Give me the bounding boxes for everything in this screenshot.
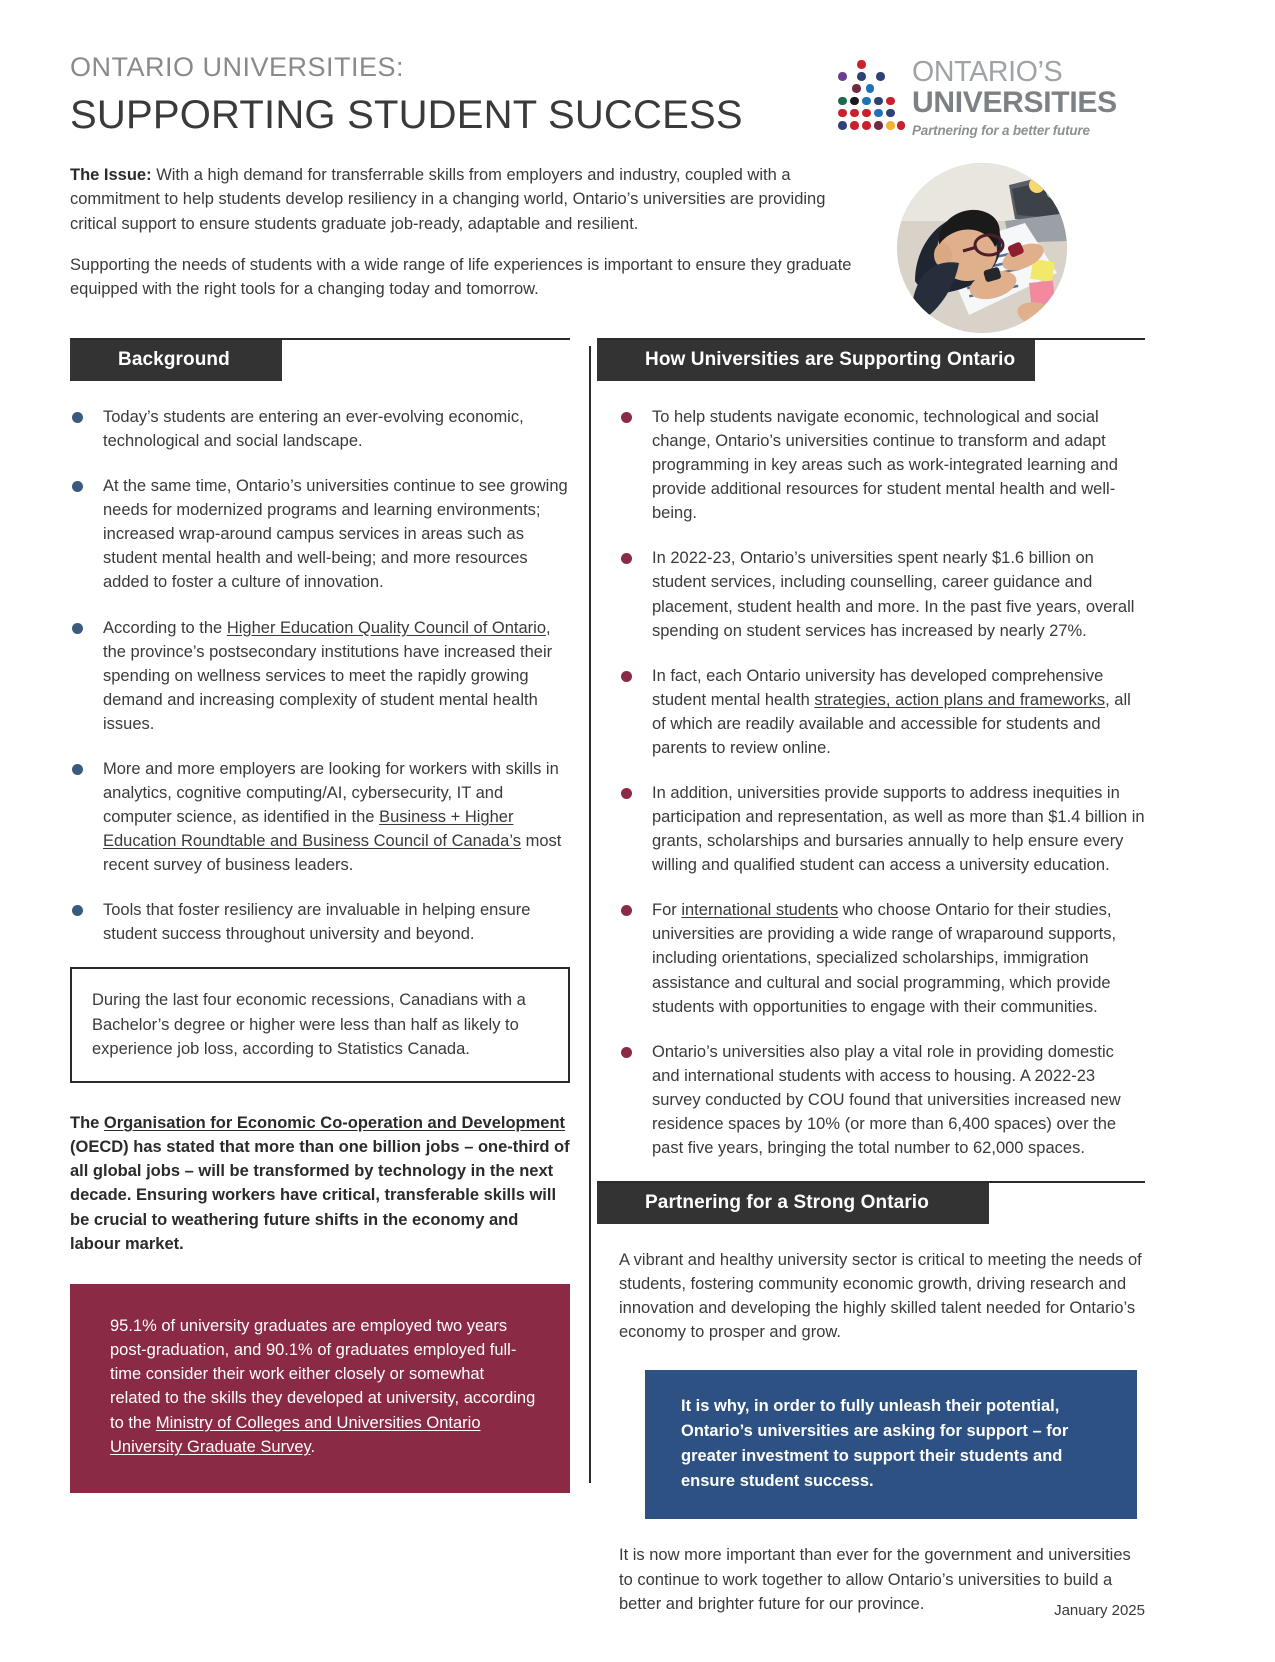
list-item: Tools that foster resiliency are invaluable in helping ensure student success throughout university and beyond. [70, 898, 570, 946]
list-item: According to the Higher Education Quality Council of Ontario, the province’s postsecondary institutions have increased their spending on wellness services to meet the rapidly growing demand and increasing complexity of student mental health issues. [70, 616, 570, 736]
issue-paragraph [70, 163, 860, 236]
section-header-background: Background [70, 340, 282, 381]
student-studying-photo [897, 163, 1067, 333]
logo-wordmark [912, 58, 1138, 138]
logo-dot [862, 109, 871, 118]
logo-dot [838, 72, 847, 81]
intro-paragraph-2: Supporting the needs of students with a wide range of life experiences is important to ensure they graduate equipped with the right tools for a changing today and tomorrow. [70, 255, 852, 299]
section-header-supporting: How Universities are Supporting Ontario [597, 340, 1035, 381]
section-header-partnering: Partnering for a Strong Ontario [597, 1183, 989, 1224]
list-item: In 2022-23, Ontario’s universities spent nearly $1.6 billion on student services, including counselling, career guidance and placement, student health and more. In the past five years, overall spending on student services has increased by nearly 27%. [619, 546, 1145, 642]
logo-dot [838, 121, 847, 130]
ontarios-universities-logo [838, 58, 1138, 150]
list-item: To help students navigate economic, technological and social change, Ontario’s universities continue to transform and adapt programming in key areas such as work-integrated learning and provide additional resources for student mental health and well-being. [619, 405, 1145, 525]
photo-illustration [897, 163, 1067, 333]
intro-block [70, 163, 860, 301]
list-item: At the same time, Ontario’s universities continue to see growing needs for modernized programs and learning environments; increased wrap-around campus services in areas such as student mental health and well-being; and more resources added to foster a culture of innovation. [70, 474, 570, 594]
logo-dot [886, 97, 895, 106]
list-item: Ontario’s universities also play a vital role in providing domestic and international students with access to housing. A 2022-23 survey conducted by COU found that universities increased new residence spaces by 10% (or more than 6,400 spaces) over the past five years, bringing the total number to 62,000 spaces. [619, 1040, 1145, 1160]
oecd-pre: The [70, 1114, 104, 1133]
kicker-title: ONTARIO UNIVERSITIES: [70, 52, 405, 82]
logo-dot [876, 72, 885, 81]
logo-tagline: Partnering for a better future [912, 122, 1090, 138]
logo-dot [886, 109, 895, 118]
list-item: In fact, each Ontario university has developed comprehensive student mental health strategies, action plans and frameworks, all of which are readily available and accessible for students and parents to review online. [619, 664, 1145, 760]
graduate-survey-link[interactable]: Ministry of Colleges and Universities Ontario University Graduate Survey [110, 1413, 481, 1456]
supporting-bullet-list [597, 405, 1145, 1160]
issue-text: With a high demand for transferrable skills from employers and industry, coupled with a commitment to help students develop resiliency in a changing world, Ontario’s universities are providing critical support to ensure students graduate job-ready, adaptable and resilient. [70, 166, 826, 233]
logo-dot [886, 121, 895, 130]
logo-dot [862, 121, 871, 130]
logo-dot [874, 97, 883, 106]
page-title: SUPPORTING STUDENT SUCCESS [70, 93, 743, 138]
call-to-action-callout: It is why, in order to fully unleash their potential, Ontario’s universities are asking for support – for greater investment to support their students and ensure student success. [645, 1370, 1137, 1519]
graduate-employment-callout [70, 1284, 570, 1494]
list-item: In addition, universities provide supports to address inequities in participation and representation, as well as more than $1.4 billion in grants, scholarships and bursaries annually to help ensure every willing and qualified student can access a university education. [619, 781, 1145, 877]
maroon-pre: 95.1% of university graduates are employed two years post-graduation, and 90.1% of graduates employed full-time consider their work either closely or somewhat related to the skills they developed at university, according to the [110, 1316, 536, 1432]
logo-dot [850, 121, 859, 130]
statistics-canada-callout: During the last four economic recessions, Canadians with a Bachelor’s degree or higher were less than half as likely to experience job loss, according to Statistics Canada. [70, 967, 570, 1083]
oecd-link[interactable]: Organisation for Economic Co-operation and Development [103, 1114, 566, 1133]
logo-dot [852, 84, 861, 93]
logo-dot [838, 97, 847, 106]
logo-dot [866, 84, 875, 93]
logo-dot [850, 109, 859, 118]
logo-dot [838, 109, 847, 118]
logo-line-ontarios: ONTARIO’S [912, 56, 1063, 88]
list-item: For international students who choose Ontario for their studies, universities are providing a wide range of wraparound supports, including orientations, specialized scholarships, immigration assistance and cultural and social programming, which provide students with opportunities to engage with their communities. [619, 898, 1145, 1018]
list-item: Today’s students are entering an ever-evolving economic, technological and social landscape. [70, 405, 570, 453]
oecd-paragraph [70, 1111, 570, 1255]
issue-label: The Issue: [70, 166, 152, 185]
logo-dot [862, 97, 871, 106]
list-item: More and more employers are looking for workers with skills in analytics, cognitive computing/AI, cybersecurity, IT and computer science, as identified in the Business + Higher Education Roundtable and Business Council of Canada’s most recent survey of business leaders. [70, 757, 570, 877]
logo-dot [857, 72, 866, 81]
inline-link[interactable]: Higher Education Quality Council of Ontario [226, 618, 546, 637]
partnering-paragraph-1: A vibrant and healthy university sector is critical to meeting the needs of students, fostering community economic growth, driving research and innovation and developing the highly skilled talent needed for Ontario’s economy to prosper and grow. [619, 1251, 1142, 1342]
column-divider [589, 346, 591, 1483]
publication-date: January 2025 [1054, 1602, 1145, 1619]
logo-dot [874, 121, 883, 130]
inline-link[interactable]: Business + Higher Education Roundtable and Business Council of Canada’s [103, 808, 521, 851]
logo-dot [897, 121, 906, 130]
background-bullet-list [70, 405, 570, 946]
maroon-post: . [310, 1437, 316, 1456]
logo-dot-matrix [838, 60, 900, 138]
right-column [597, 338, 1145, 1616]
logo-dot [874, 109, 883, 118]
inline-link[interactable]: international students [681, 901, 839, 920]
inline-link[interactable]: strategies, action plans and frameworks [814, 690, 1106, 709]
left-column [70, 338, 570, 1493]
oecd-post: (OECD) has stated that more than one billion jobs – one-third of all global jobs – will be transformed by technology in the next decade. Ensuring workers have critical, transferable skills will be crucial to weathering future shifts in the economy and labour market. [70, 1138, 570, 1253]
logo-dot [850, 97, 859, 106]
partnering-paragraph-2: It is now more important than ever for the government and universities to continue to work together to allow Ontario’s universities to build a better and brighter future for our province. [619, 1546, 1131, 1613]
logo-dot [857, 60, 866, 69]
logo-line-universities: UNIVERSITIES [912, 86, 1117, 120]
